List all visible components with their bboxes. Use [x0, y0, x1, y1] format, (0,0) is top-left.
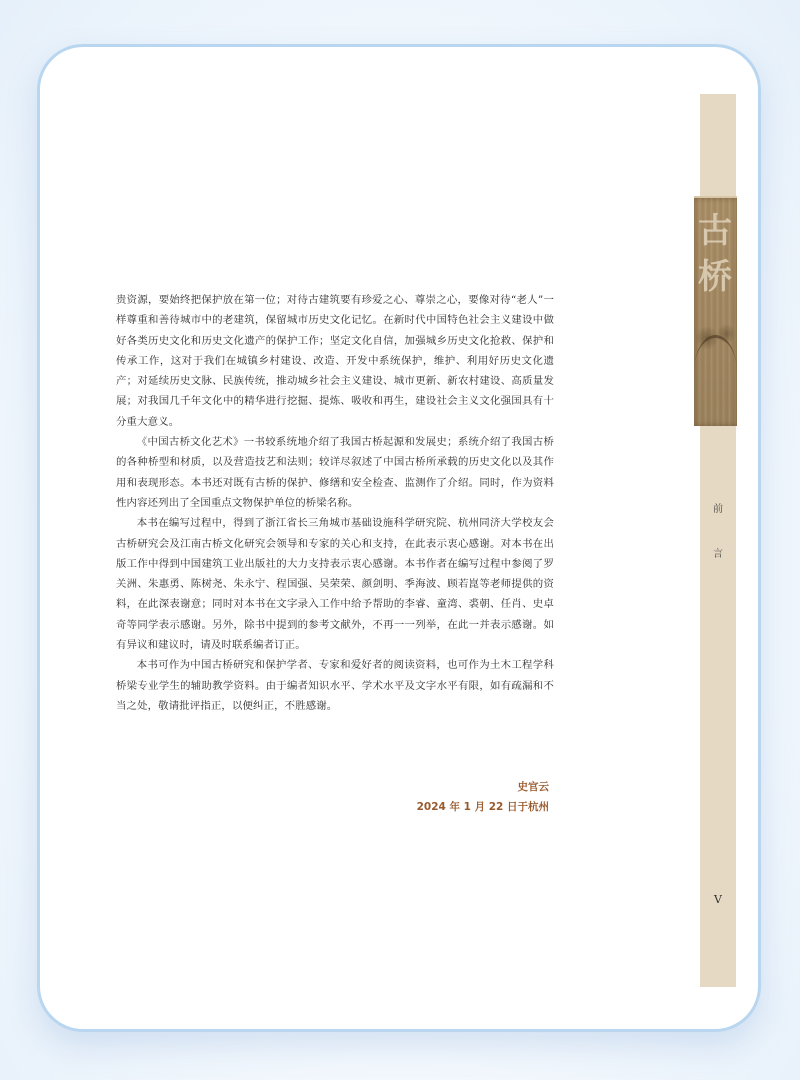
preface-paragraph: 本书在编写过程中，得到了浙江省长三角城市基础设施科学研究院、杭州同济大学校友会古桥研究会及江南古桥文化研究会领导和专家的关心和支持，在此表示衷心感谢。对本书在出版工作中得到中国建筑工业出版社的大力支持表示衷心感谢。本书作者在编写过程中参阅了罗关洲、朱惠勇、陈树尧、朱永宁、程国强、吴荣荣、颜剑明、季海波、顾若崑等老师提供的资料，在此深表谢意；同时对本书在文字录入工作中给予帮助的李睿、童湾、裘朝、任肖、史卓奇等同学表示感谢。另外，除书中提到的参考文献外，不再一一列举，在此一并表示感谢。如有异议和建议时，请及时联系编者订正。	[116, 517, 554, 652]
side-label-char: 前	[713, 504, 723, 515]
page-number: V	[714, 893, 722, 906]
painting-bridge-arch	[694, 335, 737, 408]
author-name: 史官云	[517, 781, 549, 793]
side-label-char: 言	[713, 549, 723, 560]
preface-paragraph: 贵资源，要始终把保护放在第一位；对待古建筑要有珍爱之心、尊崇之心，要像对待“老人”一样尊重和善待城市中的老建筑，保留城市历史文化记忆。在新时代中国特色社会主义建设中做好各类历史文化和历史文化遗产的保护工作；坚定文化自信，加强城乡历史文化抢救、保护和传承工作，这对于我们在城镇乡村建设、改造、开发中系统保护，维护、利用好历史文化遗产；对延续历史文脉、民族传统，推动城乡社会主义建设、城市更新、新农村建设、高质量发展；对我国几千年文化中的精华进行挖掘、提炼、吸收和再生，建设社会主义文化强国具有十分重大意义。	[116, 294, 554, 428]
painting-title: 古桥	[698, 211, 732, 297]
preface-paragraph: 本书可作为中国古桥研究和保护学者、专家和爱好者的阅读资料，也可作为土木工程学科桥梁专业学生的辅助教学资料。由于编者知识水平、学术水平及文字水平有限，如有疏漏和不当之处，敬请批评指正，以便纠正，不胜感谢。	[116, 659, 554, 712]
signature-date: 2024 年 1 月 22 日于杭州	[416, 801, 549, 813]
preface-paragraph: 《中国古桥文化艺术》一书较系统地介绍了我国古桥起源和发展史；系统介绍了我国古桥的各种桥型和材质，以及营造技艺和法则；较详尽叙述了中国古桥所承载的历史文化以及其作用和表现形态。本书还对既有古桥的保护、修缮和安全检查、监测作了介绍。同时，作为资料性内容还列出了全国重点文物保护单位的桥梁名称。	[116, 436, 554, 509]
preface-text	[116, 290, 554, 716]
ancient-bridge-painting	[694, 196, 737, 426]
